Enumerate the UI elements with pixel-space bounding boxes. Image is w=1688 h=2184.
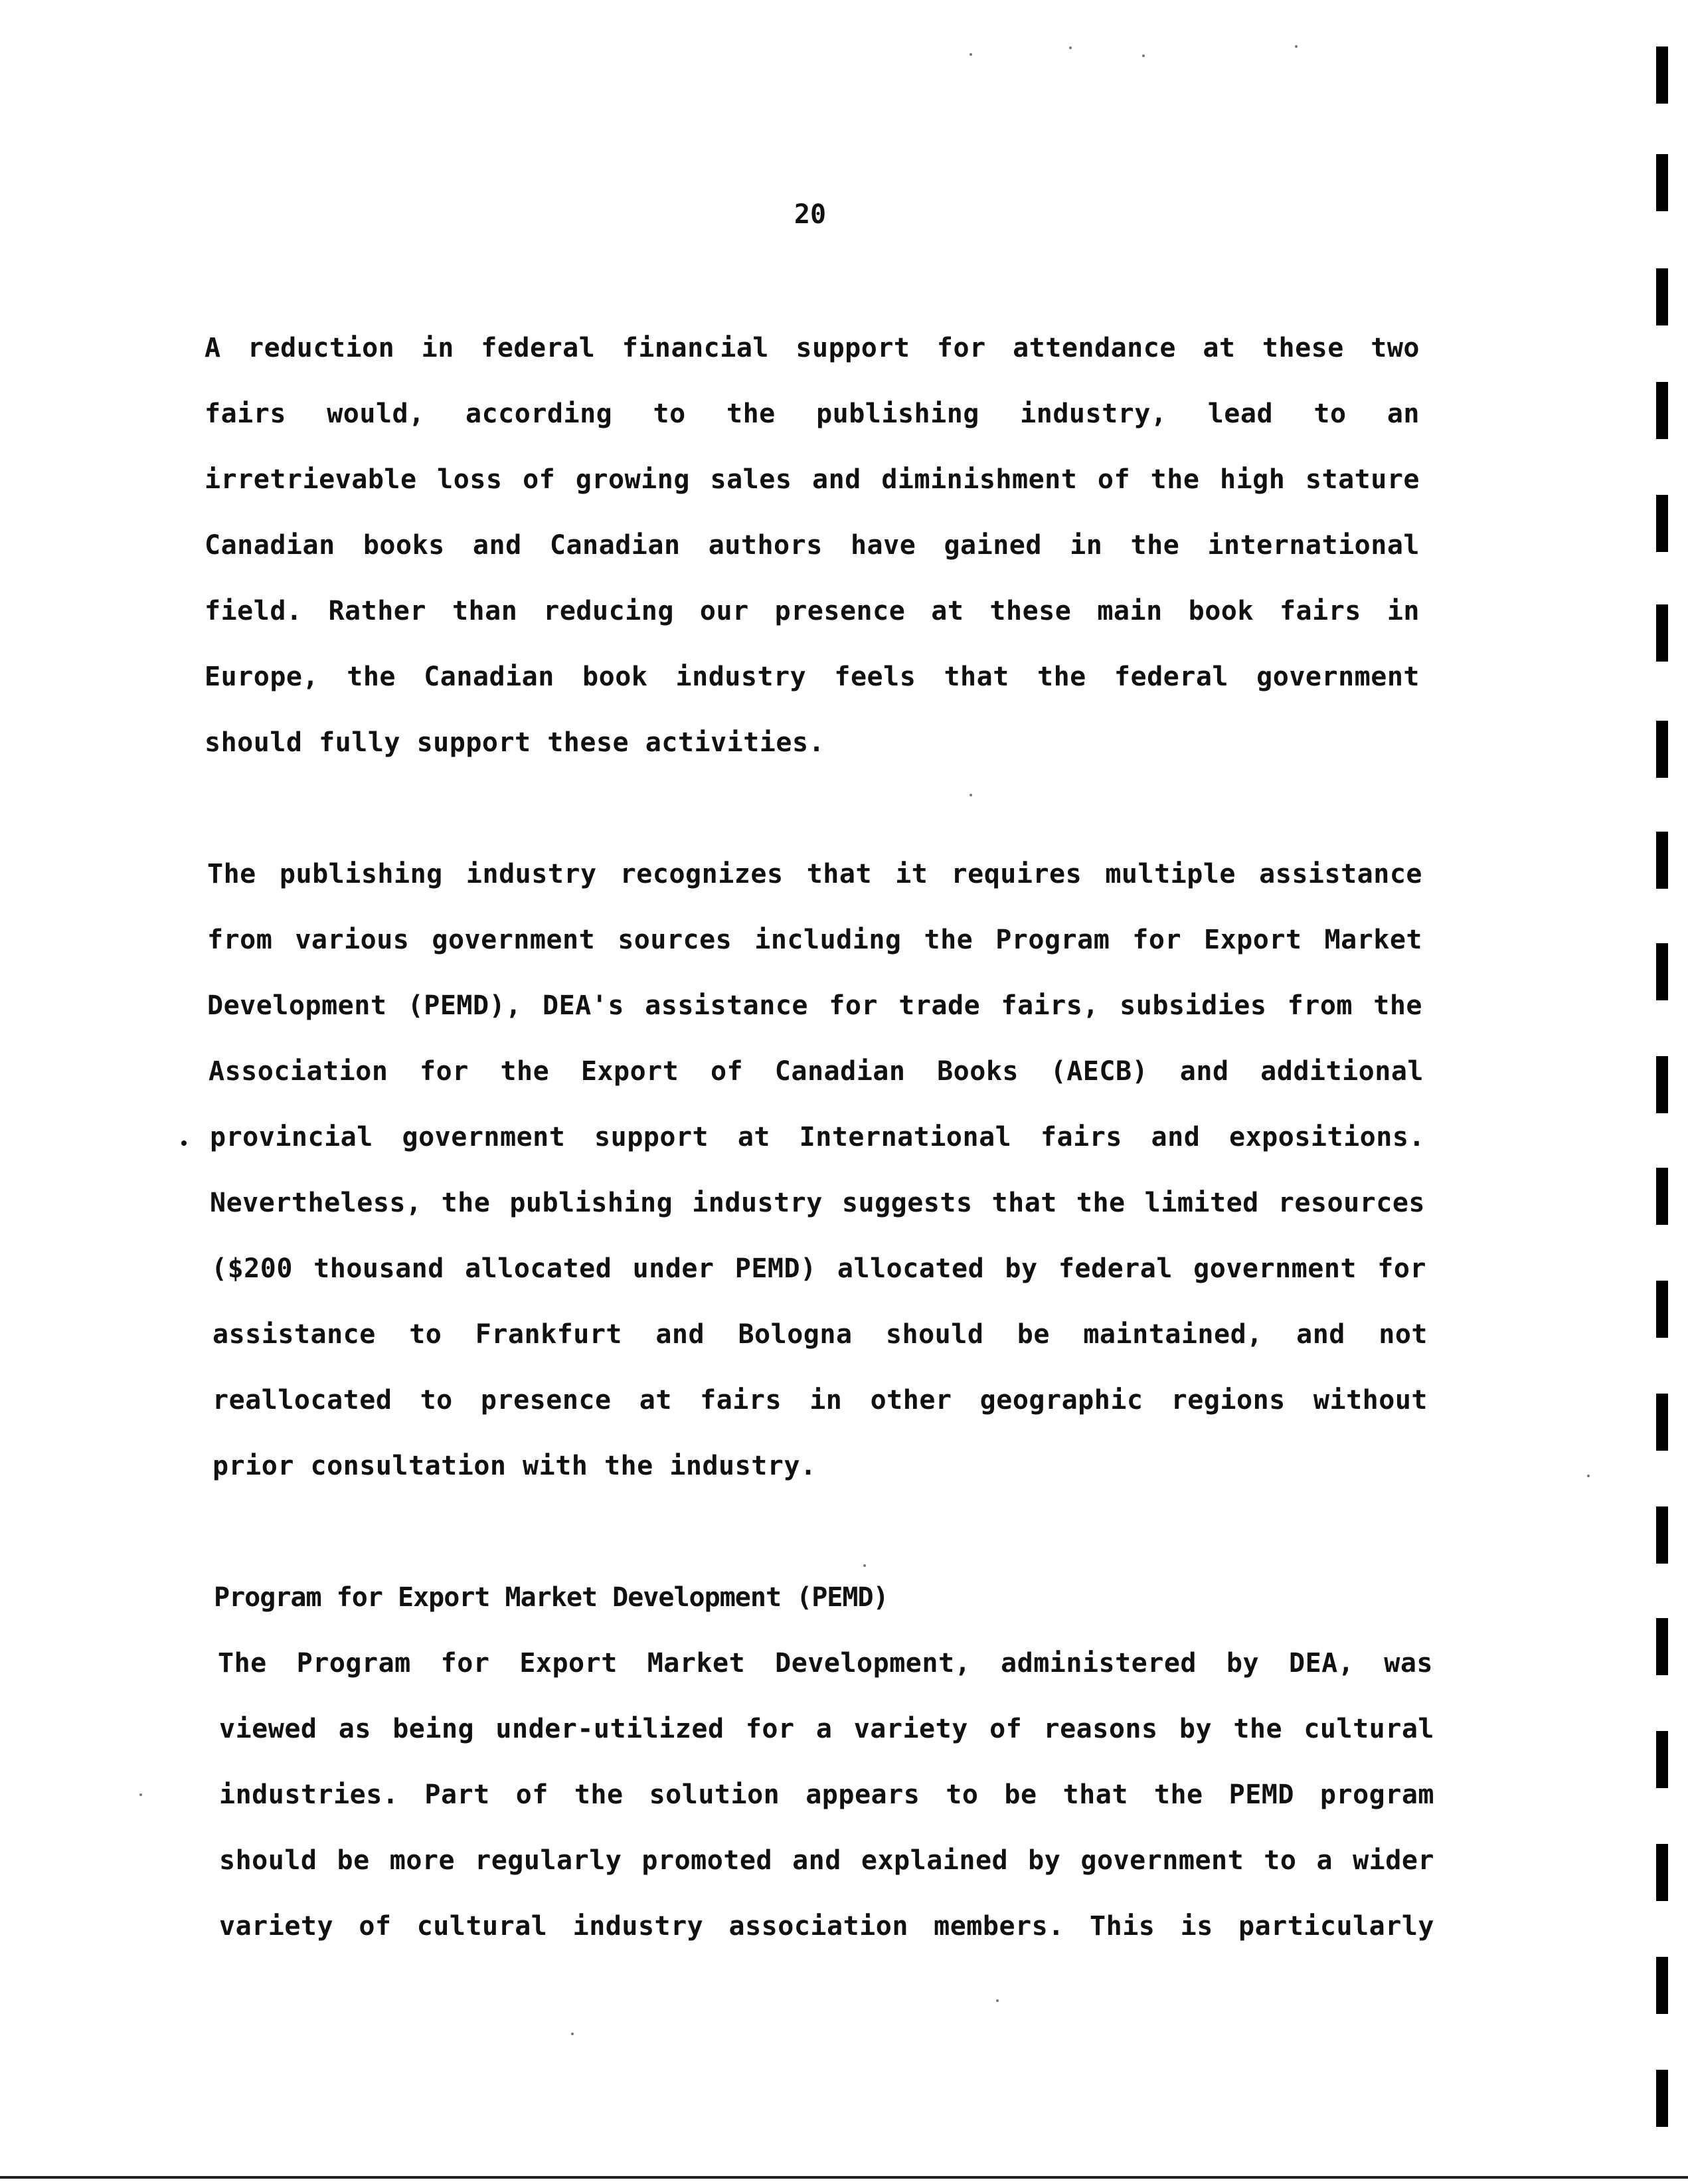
binding-mark — [1656, 832, 1668, 889]
scan-speck — [181, 1140, 187, 1146]
binding-marks — [1648, 0, 1675, 2184]
scan-speck — [996, 1999, 999, 2002]
scan-speck — [1295, 45, 1298, 48]
scan-speck — [1069, 46, 1072, 49]
section-line: industries. Part of the solution appears to be that the PEMD program — [219, 1779, 1434, 1810]
scan-speck — [571, 2033, 574, 2035]
paragraph-line: ($200 thousand allocated under PEMD) allocated by federal government for — [211, 1253, 1426, 1284]
paragraph-line: provincial government support at International fairs and expositions. — [210, 1122, 1425, 1152]
binding-mark — [1656, 382, 1668, 439]
section-line: The Program for Export Market Development, administered by DEA, was — [218, 1648, 1433, 1679]
page-number: 20 — [794, 199, 827, 230]
binding-mark — [1656, 1056, 1668, 1113]
binding-mark — [1656, 1618, 1668, 1675]
paragraph-line: Nevertheless, the publishing industry suggests that the limited resources — [210, 1188, 1425, 1218]
paragraph-line: from various government sources including the Program for Export Market — [207, 925, 1422, 955]
section-line: variety of cultural industry association members. This is particularly — [219, 1911, 1434, 1942]
binding-mark — [1656, 495, 1668, 552]
scan-speck — [1142, 54, 1145, 57]
binding-mark — [1656, 46, 1668, 104]
binding-mark — [1656, 1506, 1668, 1564]
paragraph-line: assistance to Frankfurt and Bologna should be maintained, and not — [212, 1319, 1428, 1350]
scan-speck — [139, 1793, 142, 1796]
paragraph-line: The publishing industry recognizes that it requires multiple assistance — [207, 859, 1422, 889]
paragraph-line: reallocated to presence at fairs in other geographic regions without — [212, 1385, 1428, 1415]
binding-mark — [1656, 1957, 1668, 2014]
binding-mark — [1656, 1731, 1668, 1788]
paragraph-line: Europe, the Canadian book industry feels that the federal government — [205, 662, 1420, 692]
section-line: viewed as being under-utilized for a variety of reasons by the cultural — [219, 1714, 1434, 1744]
binding-mark — [1656, 604, 1668, 662]
scan-speck — [970, 794, 972, 796]
section-heading: Program for Export Market Development (PEMD) — [214, 1582, 888, 1613]
section-line: should be more regularly promoted and explained by government to a wider — [219, 1845, 1434, 1876]
binding-mark — [1656, 1281, 1668, 1338]
paragraph-line: field. Rather than reducing our presence at these main book fairs in — [205, 596, 1420, 626]
binding-mark — [1656, 1168, 1668, 1225]
paragraph-line: Development (PEMD), DEA's assistance for trade fairs, subsidies from the — [207, 990, 1422, 1021]
paragraph-line: prior consultation with the industry. — [212, 1451, 817, 1481]
binding-mark — [1656, 1394, 1668, 1451]
binding-mark — [1656, 154, 1668, 211]
binding-mark — [1656, 268, 1668, 325]
binding-mark — [1656, 1844, 1668, 1901]
scan-speck — [970, 53, 972, 56]
scan-speck — [863, 1564, 866, 1567]
binding-mark — [1656, 2070, 1668, 2127]
binding-mark — [1656, 943, 1668, 1000]
paragraph-line: should fully support these activities. — [205, 727, 825, 758]
paragraph-line: irretrievable loss of growing sales and diminishment of the high stature — [205, 464, 1420, 495]
paragraph-line: Canadian books and Canadian authors have gained in the international — [205, 530, 1420, 561]
paragraph-line: fairs would, according to the publishing industry, lead to an — [205, 399, 1420, 429]
scan-speck — [1587, 1475, 1590, 1477]
binding-mark — [1656, 721, 1668, 778]
paragraph-line: Association for the Export of Canadian Books (AECB) and additional — [209, 1056, 1424, 1087]
bottom-edge-rule — [0, 2176, 1688, 2179]
paragraph-line: A reduction in federal financial support for attendance at these two — [205, 333, 1420, 363]
